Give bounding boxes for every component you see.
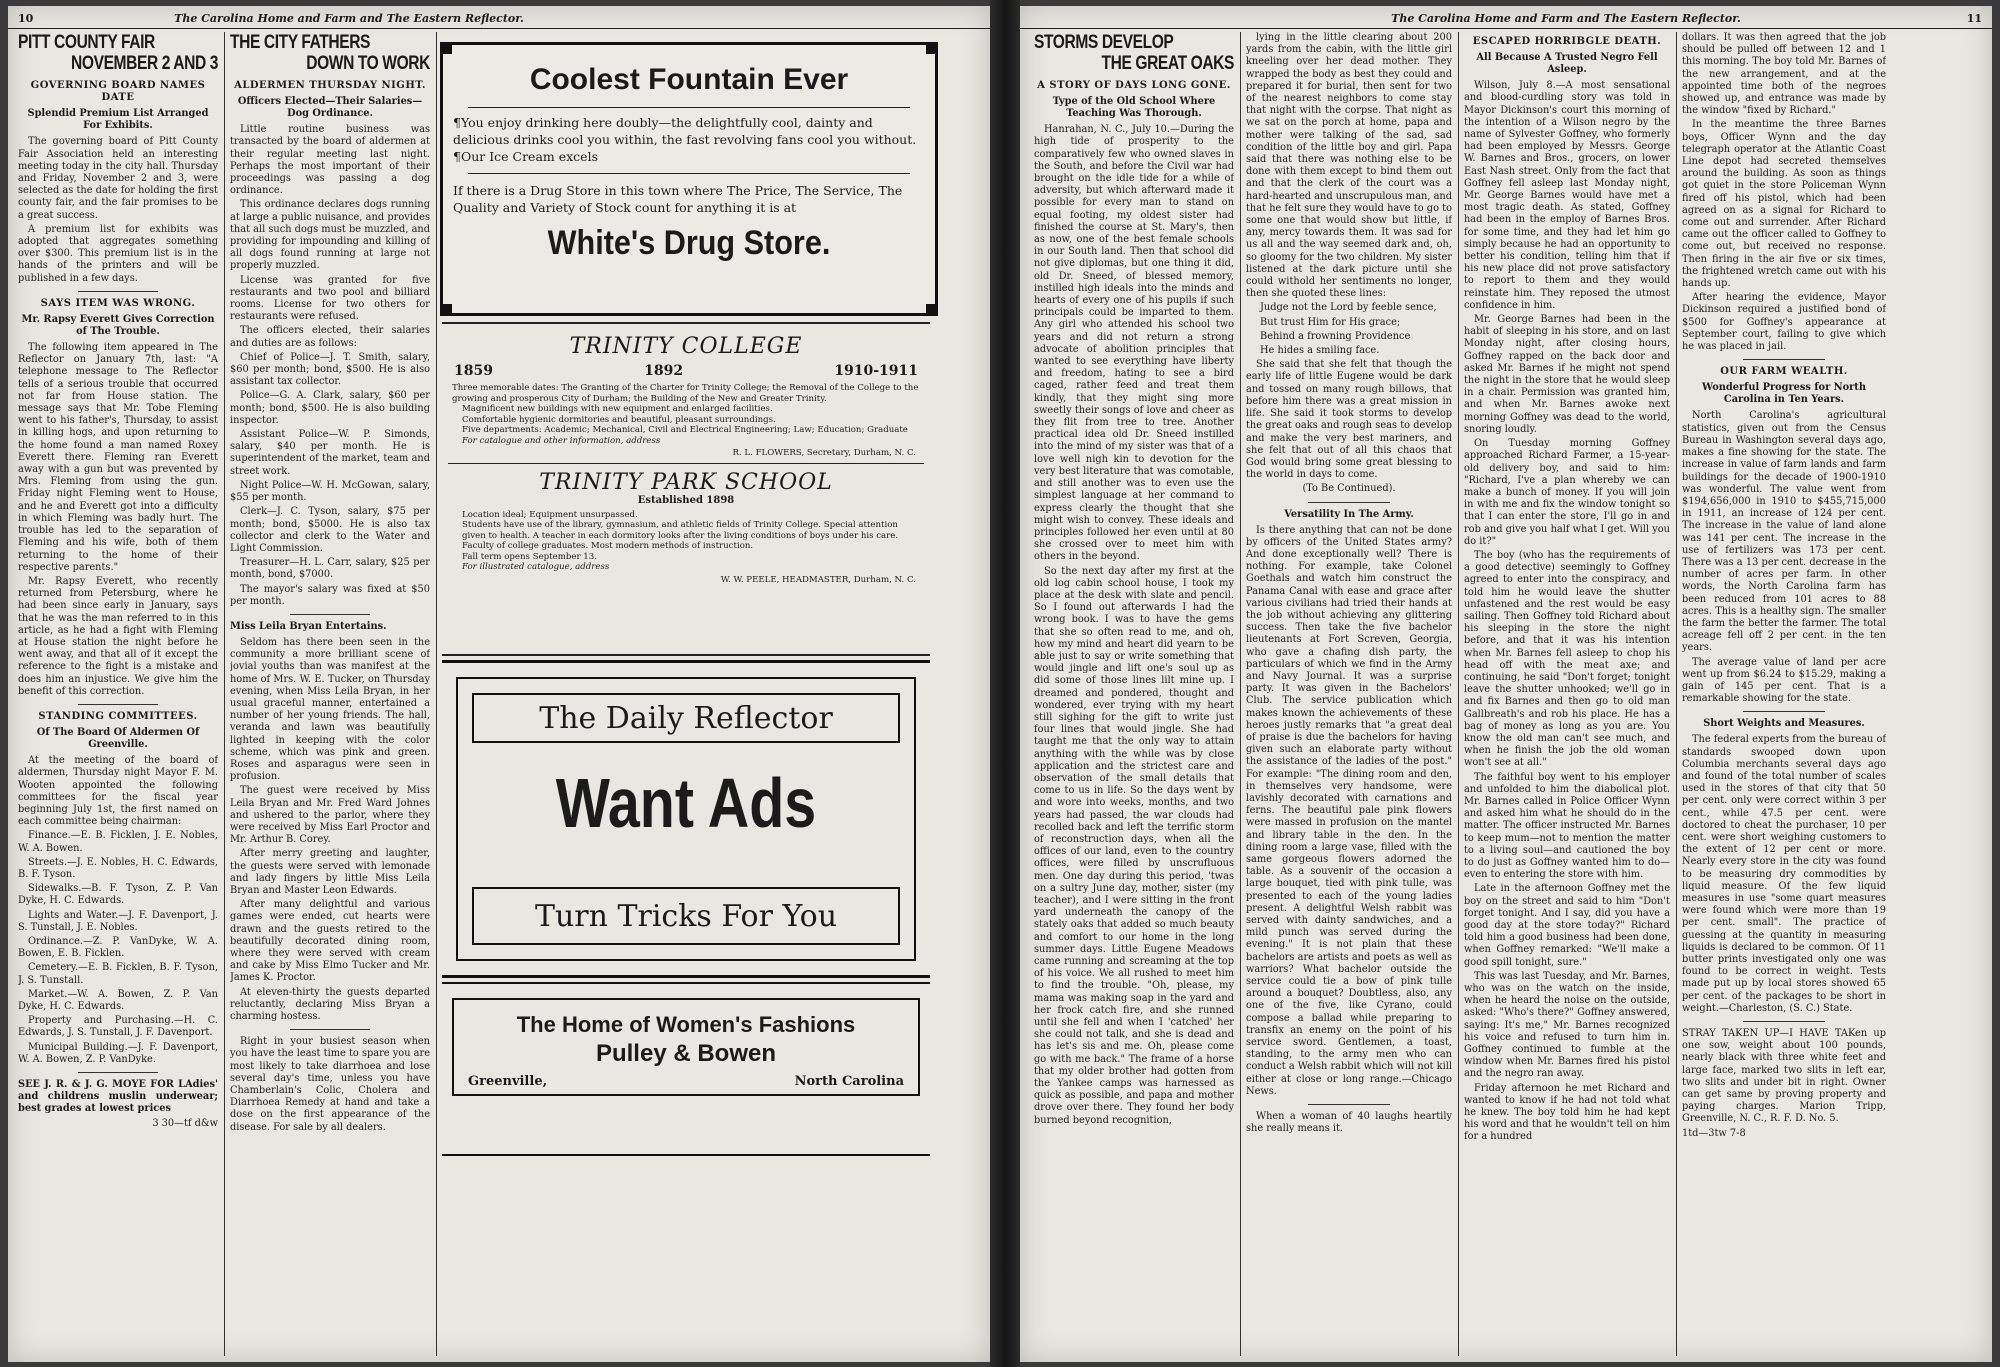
to-be-continued: (To Be Continued).: [1302, 483, 1396, 495]
city-fathers-paragraph: License was granted for five restaurants and two pool and billiard rooms. License for two others for restaurants were refused.: [230, 274, 430, 323]
park-line: For illustrated catalogue, address: [462, 562, 610, 572]
fair-deck: GOVERNING BOARD NAMES DATE: [30, 80, 206, 104]
fair-headline-2: NOVEMBER 2 AND 3: [71, 53, 218, 74]
pulley-bowen-ad: [442, 982, 930, 1156]
escaped-death-paragraph: Mr. George Barnes had been in the habit of sleeping in his store, and on last Monday night, after closing hours, Goffney rapped on the back door and asked Mr. Barnes if he might not spend the night in the store that he would sleep in a chair. Permission was granted him, and when Mr. Barnes awoke next morning Goffney was dead to the world, snoring loudly.: [1464, 314, 1670, 435]
committee-item: Streets.—J. E. Nobles, H. C. Edwards, B. F. Tyson.: [18, 856, 218, 880]
year-1910: 1910-1911: [834, 363, 918, 379]
wrong-item-paragraph: The following item appeared in The Reflector on January 7th, last: "A telephone message to The Reflector tells of a serious trouble that occurred not far from House station. The message says that Mr. Tobe Fleming went to his father's, Thursday, to assist in killing hogs, and upon returning to the home found a man named Roxey Everett there. Fleming ran Everett away with a gun but was prevented by Mrs. Fleming from using the gun. Friday night Fleming went to House, and he and Everett got into a difficulty in which Fleming was badly hurt. The trouble has led to the separation of Fleming and his wife, both of them returning to the home of their respective parents.": [18, 342, 218, 573]
verse-line: Judge not the Lord by feeble sence,: [1260, 302, 1437, 314]
ad-corner-ornament: [440, 42, 452, 54]
trinity-line: Five departments: Academic; Mechanical, Civil and Electrical Engineering; Law; Education; Graduate: [462, 425, 908, 435]
versatility-subhead: Versatility In The Army.: [1284, 508, 1414, 520]
officer-item: Night Police—W. H. McGowan, salary, $55 per month.: [230, 479, 430, 504]
divider: [290, 1029, 370, 1030]
right-page: [1020, 6, 1992, 1362]
trinity-college-title: TRINITY COLLEGE: [569, 334, 803, 359]
fair-paragraph: A premium list for exhibits was adopted that aggregates something over $300. This premium list is in the hands of the printers and will be published in a few days.: [18, 223, 218, 284]
committees-deck: STANDING COMMITTEES.: [38, 710, 198, 722]
want-ads-text: Want Ads: [555, 764, 817, 842]
fountain-ad-text: ¶You enjoy drinking here doubly—the delightfully cool, dainty and delicious drinks cool you within, the fast revolving fans cool you without. ¶Our Ice Cream excels: [453, 115, 917, 164]
ad-corner-ornament: [926, 304, 938, 316]
divider: [78, 1072, 158, 1073]
officer-item: Assistant Police—W. P. Simonds, salary, $40 per month. He is superintendent of the market, team and street work.: [230, 429, 430, 477]
woman-laughs-paragraph: When a woman of 40 laughs heartily she really means it.: [1246, 1111, 1452, 1135]
fountain-ad-text: If there is a Drug Store in this town where The Price, The Service, The Quality and Variety of Stock count for anything it is at: [453, 183, 903, 215]
officer-item: Police—G. A. Clark, salary, $60 per month; bond, $500. He is also building inspector.: [230, 390, 430, 426]
page-gutter: [990, 0, 1020, 1367]
moye-classified-ad: SEE J. R. & J. G. MOYE FOR LAdies' and childrens muslin underwear; best grades at lowest prices: [18, 1079, 218, 1115]
trinity-line: For catalogue and other information, address: [462, 435, 661, 446]
escaped-death-deck: ESCAPED HORRIBGLE DEATH.: [1472, 36, 1662, 47]
park-line: Location ideal; Equipment unsurpassed.: [462, 509, 638, 520]
city-fathers-paragraph: Little routine business was transacted by the board of aldermen at their regular meeting last night. Perhaps the most important of their proceedings was passing a dog ordinance.: [230, 124, 430, 197]
park-signature: W. W. PEELE, HEADMASTER, Durham, N. C.: [720, 574, 916, 585]
farm-wealth-paragraph: The average value of land per acre went up from $6.24 to $15.29, making a gain of 145 per cent. That is a remarkable showing for the state.: [1682, 656, 1886, 705]
pulley-bowen-address: [468, 1074, 904, 1089]
officer-item: Treasurer—H. L. Carr, salary, $25 per month, bond, $7000.: [230, 557, 430, 581]
committee-item: Lights and Water.—J. F. Davenport, J. S. Tunstall, J. E. Nobles.: [18, 909, 218, 933]
right-page-number: 11: [1966, 12, 1982, 25]
divider: [1308, 1104, 1390, 1105]
address-state: North Carolina: [794, 1074, 904, 1089]
fountain-ad-title: Coolest Fountain Ever: [529, 63, 849, 96]
storms-headline-1: STORMS DEVELOP: [1034, 32, 1174, 53]
storms-headline-2: THE GREAT OAKS: [1101, 53, 1234, 74]
fair-headline-1: PITT COUNTY FAIR: [18, 32, 155, 53]
right-running-header: [1020, 10, 1992, 29]
verse-line: He hides a smiling face.: [1260, 345, 1380, 357]
short-weights-paragraph: The federal experts from the bureau of standards swooped down upon Columbia merchants several days ago and found of the total number of scales used in the stores of that city that 50 per cent. only were correct within 3 per cent., while 47.5 per cent. were doctored to cheat the purchaser, 10 per cent. were short weighing customers to the extent of 12 per cent or more. Nearly every store in the city was found to be measuring dry commodities by liquid measure. Of the few liquid measures in use "some quart measures were found which were more than 19 per cent. small". The practice of guessing at the quantity in measuring liquids is declared to be common. Of 11 butter prints investigated only one was found to be correct in weight. Tests made put up by local stores showed 65 per cent. of the packages to be short in weight.—Charleston, (S. C.) State.: [1682, 734, 1886, 1014]
committee-item: Market.—W. A. Bowen, Z. P. Van Dyke, H. C. Edwards.: [18, 988, 218, 1012]
divider: [78, 291, 158, 292]
escaped-death-paragraph: Late in the afternoon Goffney met the boy on the street and said to him "Don't forget tonight. And I say, did you have a good day at the store today?" Richard told him a good business had been done, when Goffney remarked: "We'll make a good spill tonight, sure.": [1464, 883, 1670, 968]
committee-item: Municipal Building.—J. F. Davenport, W. A. Bowen, Z. P. VanDyke.: [18, 1041, 218, 1065]
stray-notice-code: 1td—3tw 7-8: [1682, 1127, 1746, 1139]
trinity-text: Three memorable dates: The Granting of the Charter for Trinity College; the Removal of the College to the growing and prosperous City of Durham; the Building of the New and Greater Trinity.: [452, 383, 919, 404]
wrong-item-paragraph: Mr. Rapsy Everett, who recently returned from Petersburg, where he had been since early in January, says that he was the man referred to in this article, as he had a fight with Fleming at House station the night before he went away, and that all of it except the reference to the fight is a mistake and does him an injustice. We give him the benefit of this correction.: [18, 575, 218, 697]
storms-paragraph: Hanrahan, N. C., July 10.—During the high tide of prosperity to the comparatively few who owned slaves in the South, and before the Civil war had brought on the idle tide for a while of adversity, but which afterward made it possible for every man to stand on equal footing, my oldest sister had finished the course at St. Mary's, then as now, one of the best female schools in our South land. Then that school did not give diplomas, but one thing it did, old Dr. Sneed, of blessed memory, instilled high ideals into the minds and hearts of every one of his pupils if such principals could be imparted to them. Any girl who attended his school two years and did not return a strong advocate of abolition principles that wanted to see everything have liberty and freedom, hating to see a bird caged, rather feed and treat them kindly, that they might sing more sweetly their songs of love and cheer as they flit from tree to tree. Another practical idea old Dr. Sneed instilled into the mind of my sister was that of a love well nigh kin to devotion for the very best literature that was comotable, and still another was to even use the simplest language at her command to express clearly the thought that she might wish to convey. These ideals and principles followed her even until at 80 she crossed over to meet him with others in the beyond.: [1034, 124, 1234, 563]
left-page-number: 10: [18, 12, 34, 25]
storms-subhead: Type of the Old School Where Teaching Was Thorough.: [1052, 96, 1216, 120]
left-column-2: [230, 32, 430, 1356]
verse-line: Behind a frowning Providence: [1260, 330, 1411, 342]
stray-notice: STRAY TAKEN UP—I HAVE TAKen up one sow, weight about 100 pounds, nearly black with three white feet and large face, marked two slits in left ear, two slits and under bit in right. Owner can get same by proving property and paying charges. Marion Tripp, Greenville, N. C., R. F. D. No. 5.: [1682, 1028, 1886, 1125]
bryan-paragraph: At eleven-thirty the guests departed reluctantly, declaring Miss Bryan a charming hostess.: [230, 986, 430, 1023]
escaped-death-subhead: All Because A Trusted Negro Fell Asleep.: [1476, 52, 1658, 76]
fair-subhead: Splendid Premium List Arranged For Exhibits.: [27, 108, 209, 132]
divider: [78, 704, 158, 705]
divider: [1743, 1021, 1825, 1022]
left-running-title: The Carolina Home and Farm and The Eastern Reflector.: [174, 12, 524, 25]
trinity-park-established: Established 1898: [637, 494, 735, 506]
womens-fashions-line: The Home of Women's Fashions: [516, 1012, 856, 1037]
escaped-death-paragraph: This was last Tuesday, and Mr. Barnes, who was on the watch on the inside, when he heard the noise on the outside, asked: "Who's there?" Goffney answered, saying: It's me," Mr. Barnes recognized his voice and refused to turn him in. Goffney continued to fumble at the window when Mr. Barnes fired his pistol and the negro ran away.: [1464, 970, 1670, 1080]
right-running-title: The Carolina Home and Farm and The Eastern Reflector.: [1391, 12, 1741, 25]
ad-rule: [468, 173, 911, 174]
left-page: [8, 6, 990, 1362]
column-rule: [1458, 32, 1459, 1356]
right-column-1: [1034, 32, 1234, 1356]
verse-line: But trust Him for His grace;: [1260, 316, 1401, 328]
storms-continued-paragraph: lying in the little clearing about 200 yards from the cabin, with the little girl kneeling over her dead mother. They wrapped the body as best they could and prepared it for burial, then sent for two of the nearest neighbors to come stay that night with the corpse. That night as we sat on the porch at home, papa and mother were talking of the sad, sad condition of the little boy and girl. Papa said that there was nothing else to be done with them except to bind them out and that the clerk of the court was a hard-hearted and unscrupulous man, and that he felt sure they would have to go to some one that would show but little, if any, mercy towards them. It was sad for us all and the way seemed dark and, oh, so gloomy for the two children. My sister listened at the dark picture until she could withold her sentiments no longer, then she quoted these lines:: [1246, 32, 1452, 300]
bryan-paragraph: The guest were received by Miss Leila Bryan and Mr. Fred Ward Johnes and ushered to the parlor, where they were received by Miss Earl Proctor and Mr. Arthur B. Corey.: [230, 785, 430, 846]
left-column-1: [18, 32, 218, 1356]
wrong-item-deck: SAYS ITEM WAS WRONG.: [40, 297, 196, 309]
city-fathers-headline-1: THE CITY FATHERS: [230, 32, 371, 53]
committee-item: Ordinance.—Z. P. VanDyke, W. A. Bowen, E. B. Ficklen.: [18, 935, 218, 960]
short-weights-subhead: Short Weights and Measures.: [1703, 718, 1865, 730]
committee-item: Finance.—E. B. Ficklen, J. E. Nobles, W. A. Bowen.: [18, 830, 218, 854]
pulley-bowen-name: Pulley & Bowen: [595, 1040, 777, 1067]
column-rule: [1676, 32, 1677, 1356]
ad-corner-ornament: [440, 304, 452, 316]
trinity-line: Comfortable hygienic dormitories and beautiful, pleasant surroundings.: [462, 414, 776, 425]
city-fathers-deck: ALDERMEN THURSDAY NIGHT.: [234, 80, 426, 91]
reflector-title-box: [472, 693, 900, 743]
park-line: Students have use of the library, gymnasium, and athletic fields of Trinity College. Special attention given to health. A teacher in each dormitory looks after the living conditions of boys under his care.: [462, 520, 899, 541]
city-fathers-headline-2: DOWN TO WORK: [306, 53, 430, 74]
farm-wealth-subhead: Wonderful Progress for North Carolina in Ten Years.: [1702, 382, 1866, 406]
park-line: Fall term opens September 13.: [462, 551, 597, 562]
escaped-death-continued: In the meantime the three Barnes boys, Officer Wynn and the day telegraph operator at the Atlantic Coast Line depot had secreted themselves around the building. As soon as things got quiet in the store Policeman Wynn fired off his pistol, which had been agreed on as a signal for Richard to come out and surrender. After Richard came out the officer called to Goffney to come out, but received no response. Then firing in the air five or six times, the frightened wretch came out with his hands up.: [1682, 119, 1886, 290]
trinity-years: [454, 363, 918, 379]
officer-item: Clerk—J. C. Tyson, salary, $75 per month; bond, $5000. He is also tax collector and clerk to the Water and Light Commission.: [230, 506, 430, 554]
column-rule: [1240, 32, 1241, 1356]
year-1892: 1892: [644, 363, 684, 379]
committee-item: Property and Purchasing.—H. C. Edwards, J. S. Tunstall, J. F. Davenport.: [18, 1015, 218, 1039]
city-fathers-paragraph: This ordinance declares dogs running at large a public nuisance, and provides that all such dogs must be muzzled, and providing for impounding and killing of all dogs found running at large not properly muzzled.: [230, 199, 430, 272]
ad-corner-ornament: [926, 42, 938, 54]
storms-deck: A STORY OF DAYS LONG GONE.: [1037, 80, 1231, 91]
reflector-ad: [442, 660, 930, 978]
committee-item: Cemetery.—E. B. Ficklen, B. F. Tyson, J. S. Tunstall.: [18, 962, 218, 986]
officer-item: The mayor's salary was fixed at $50 per month.: [230, 583, 430, 607]
officer-item: Chief of Police—J. T. Smith, salary, $60 per month; bond, $500. He is also assistant tax collector.: [230, 351, 430, 388]
escaped-death-paragraph: The boy (who has the requirements of a good detective) seemingly to Goffney agreed to enter into the conspiracy, and told him he would leave the shutter unfastened and the rest would be easy sailing. Then Goffney told Richard about his sleeping in the store the night before, and that it was his intention when Mr. Barnes fell asleep to chop his head off with the meat axe; and continuing, he said "Don't forget; tonight leave the shutter unhooked; we'll go in and fix Barnes and then go to old man Gallbreath's and rob his place. He has a bag of money as long as you are. You know the old man can't see much, and when he finish the job the old woman won't see at all.": [1464, 549, 1670, 769]
park-line: Faculty of college graduates. Most modern methods of instruction.: [462, 541, 754, 551]
right-column-2: [1246, 32, 1452, 1356]
left-running-header: [8, 10, 990, 29]
whites-drug-store-name: White's Drug Store.: [547, 224, 831, 262]
escaped-death-paragraph: On Tuesday morning Goffney approached Richard Farmer, a 15-year-old delivery boy, and said to him: "Richard, I've a plan whereby we can make a bunch of money. If you will join in with me and fix the window tonight so that I can enter the store, I'll go in and rob and give you half what I get. Will you do it?": [1464, 438, 1670, 547]
storms-paragraph: So the next day after my first at the old log cabin school house, I took my place at the desk with slate and pencil. So I found out afterwards I had the wrong book. I was to have the gems that she so often read to me, and oh, how my mind and heart did yearn to be able just to say or write something that would jingle and lift one's soul up as did some of those lines lilt mine up. I dreamed and pondered, thought and wondered, ever trying with my heart still sighing for the gift to write just four lines that would jingle. She had taught me that the only way to attain anything with the while was by close application and the strictest care and observation of the small details that come to us in life. So the days went by and wore into weeks, months, and two years had passed, the war clouds had recolled back and left the terrific storm of reconstruction days, when all the offices of our land, even to the country offices, were filled by unscrufluous men. One day during this period, 'twas on a sultry June day, mother, sister (my teacher), and I were sitting in the front yard underneath the canopy of the stately oaks that added so much beauty and comfort to our home in the long summer days. Little Eugene Meadows came running and screaming at the top of his voice. We all rushed to meet him to find the trouble. "Oh, please, my mama was making soap in the yard and her frock catch fire, and she runned until she fell and when I 'catched' her she could not talk, and she is dead and has let's sis and me. Oh, please come go with me back." The frame of a horse that my older brother had gotten from the Yankee camps was harnessed as quick as possible, and papa and mother drove over there. They found her body burned beyond recognition,: [1034, 565, 1234, 1126]
ad-rule: [468, 107, 911, 108]
trinity-signature: R. L. FLOWERS, Secretary, Durham, N. C.: [732, 448, 916, 458]
address-city: Greenville,: [468, 1074, 548, 1089]
bryan-subhead: Miss Leila Bryan Entertains.: [230, 620, 387, 632]
wrong-item-subhead: Mr. Rapsy Everett Gives Correction of The Trouble.: [21, 314, 215, 338]
farm-wealth-paragraph: North Carolina's agricultural statistics, given out from the Census Bureau in Washington several days ago, makes a fine showing for the state. The increase in value of farm lands and farm buildings for the decade of 1900-1910 was wonderful. The value went from $194,656,000 in 1910 to $455,715,000 in 1911, an increase of 124 per cent. The increase in the value of land alone was 141 per cent. The increase in the use of fertilizers was 173 per cent. There was a 13 per cent. decrease in the number of acres per farm. In other words, the North Carolina farm has been reduced from 101 acres to 88 acres. This is a healthy sign. The smaller the farm the better the farmer. The total acreage fell off 2 per cent. in the ten years.: [1682, 410, 1886, 654]
fair-paragraph: The governing board of Pitt County Fair Association held an interesting meeting today in the city hall. Thursday and Friday, November 2 and 3, were selected as the date for holding the first county fair, and the fair promises to be a great success.: [18, 136, 218, 221]
escaped-death-continued: dollars. It was then agreed that the job should be pulled off between 12 and 1 this morning. The boy told Mr. Barnes of the new arrangement, and at the appointed time both of the negroes showed up, and entrance was made by the window "fixed by Richard.": [1682, 32, 1886, 117]
right-column-4: [1682, 32, 1886, 1356]
turn-tricks-text: Turn Tricks For You: [534, 898, 838, 934]
moye-ad-code: 3 30—tf d&w: [152, 1117, 218, 1129]
divider: [1308, 502, 1390, 503]
reflector-ad-frame: [456, 677, 916, 961]
trinity-line: Magnificent new buildings with new equipment and enlarged facilities.: [462, 404, 773, 414]
reflector-title: The Daily Reflector: [539, 700, 833, 736]
city-fathers-subhead: Officers Elected—Their Salaries—Dog Ordinance.: [237, 96, 423, 120]
fountain-ad: [440, 42, 938, 316]
divider: [1743, 359, 1825, 360]
divider: [1743, 711, 1825, 712]
storms-continued-paragraph: She said that she felt that though the early life of little Eugene would be dark and tossed on many rough billows, that before him there was a great mission in life. She said it took storms to develop the great oaks and rough seas to develop and make the very best mariners, and she felt that out of all this chaos that God would bring some great blessing to the world in days to come.: [1246, 359, 1452, 481]
escaped-death-paragraph: The faithful boy went to his employer and unfolded to him the diabolical plot. Mr. Barnes called in Police Officer Wynn and asked him what he should do in the matter. The officer instructed Mr. Barnes to keep mum—not to mention the matter to a living soul—and cautioned the boy to do just as Goffney wanted him to do—even to entering the store with him.: [1464, 771, 1670, 881]
escaped-death-continued: After hearing the evidence, Mayor Dickinson required a justified bond of $500 for Goffney's appearance at September court, failing to give which he was placed in jail.: [1682, 292, 1886, 353]
trinity-ad: [442, 322, 930, 656]
escaped-death-paragraph: Wilson, July 8.—A most sensational and blood-curdling story was told in Mayor Dickinson's court this morning of the intention of a Wilson negro by the name of Sylvester Goffney, who formerly had been employed by Messrs. George W. Barnes and Bros., grocers, on lower East Nash street. Only from the fact that Goffney fell asleep last Monday night, Mr. George Barnes would have met a most tragic death. As stated, Goffney had been in the employ of Barnes Bros. for some time, and they had let him go simply because he had an opportunity to better his condition, telling him that if his new place did not prove satisfactory to report to them and they would reinstate him. They reposed the utmost confidence in him.: [1464, 80, 1670, 311]
divider: [290, 614, 370, 615]
bryan-paragraph: Seldom has there been seen in the community a more brilliant scene of jovial youths than was manifest at the home of Mrs. W. E. Tucker, on Thursday evening, when Miss Leila Bryan, in her usual graceful manner, entertained a number of her young friends. The hall, veranda and lawn was beautifully lighted in keeping with the color scheme, which was pink and green. Roses and asparagus were seen in profusion.: [230, 636, 430, 783]
committees-subhead: Of The Board Of Aldermen Of Greenville.: [36, 727, 200, 751]
chamberlain-paragraph: Right in your busiest season when you have the least time to spare you are most likely to take diarrhoea and lose several day's time, unless you have Chamberlain's Colic, Cholera and Diarrhoea Remedy at hand and take a dose on the first appearance of the disease. For sale by all dealers.: [230, 1036, 430, 1133]
trinity-park-title: TRINITY PARK SCHOOL: [539, 469, 833, 495]
city-fathers-paragraph: The officers elected, their salaries and duties are as follows:: [230, 325, 430, 349]
ad-rule: [448, 463, 924, 464]
column-rule: [224, 32, 225, 1356]
turn-tricks-box: [472, 887, 900, 945]
bryan-paragraph: After many delightful and various games were ended, cut hearts were drawn and the guests retired to the beautifully decorated dining room, where they were served with cream and cake by Miss Elmo Tucker and Mr. James K. Proctor.: [230, 899, 430, 984]
farm-wealth-deck: OUR FARM WEALTH.: [1720, 366, 1848, 378]
committee-item: Sidewalks.—B. F. Tyson, Z. P. Van Dyke, H. C. Edwards.: [18, 883, 218, 907]
bryan-paragraph: After merry greeting and laughter, the guests were served with lemonade and lady fingers by little Miss Leila Bryan and Master Leon Edwards.: [230, 848, 430, 896]
column-rule: [436, 32, 437, 1356]
versatility-paragraph: Is there anything that can not be done by officers of the United States army? And done exceptionally well? There is nothing. For example, take Colonel Goethals and watch him construct the Panama Canal with ease and grace after various civilians had tried their hands at the job without achieving any glittering success. Then take the five bachelor lieutenants at Fort Screven, Georgia, who gave a chafing dish party, the particulars of which we find in the Army and Navy Journal. It was a surprise party. It was given in the Bachelors' Club. The service publication which makes known the achievements of these heroes justly remarks that "a great deal of praise is due the bachelors for having given such an elaborate party without the assistance of the ladies of the post." For example: "The dining room and den, in themselves very handsome, were lavishly decorated with carnations and ferns. The beautiful pale pink flowers were massed in profusion on the mantel and library table in the den. In the dining room a large vase, filled with the same gorgeous flowers adorned the table. As a souvenir of the occasion a large bouquet, tied with pink tulle, was presented to each of the young ladies present. A delightful Welsh rabbit was served with dainty sandwiches, and a mild punch was served during the evening." It is not plain that these bachelors are artists and poets as well as warriors? What bachelor outside the service could tie a bow of pink tulle around a bouquet? Doubtless, also, any one of the five, like Cyrano, could compose a ballad while preparing to transfix an enemy on the point of his service sword. Gentlemen, a toast, standing, to the army men who can conduct a Welsh rabbit which will not kill either at close or long range.—Chicago News.: [1246, 524, 1452, 1097]
pulley-bowen-frame: [452, 998, 920, 1096]
committees-paragraph: At the meeting of the board of aldermen, Thursday night Mayor F. M. Wooten appointed the following committees for the fiscal year beginning July 1st, the first named on each committee being chairman:: [18, 755, 218, 828]
right-column-3: [1464, 32, 1670, 1356]
escaped-death-paragraph: Friday afternoon he met Richard and wanted to know if he had not told what he knew. The boy told him he had kept his word and that he wouldn't tell on him for a hundred: [1464, 1082, 1670, 1143]
year-1859: 1859: [454, 363, 493, 379]
